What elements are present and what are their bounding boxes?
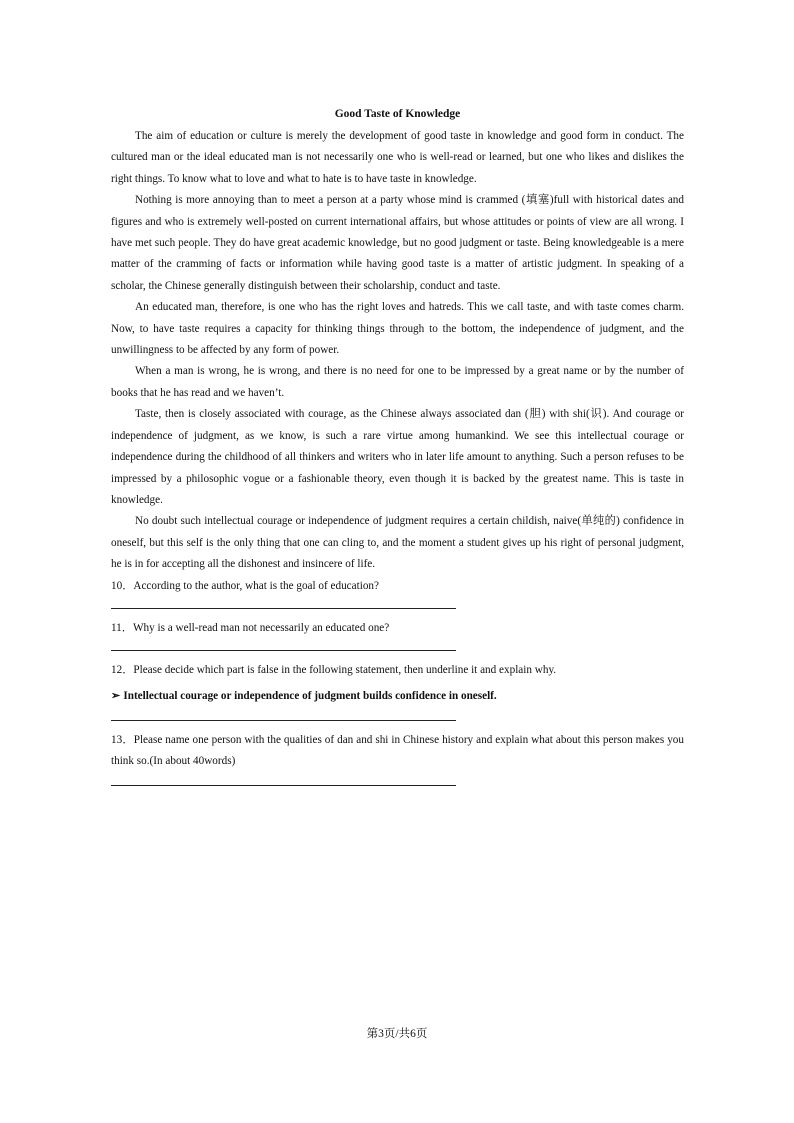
page-number: 第3页/共6页 <box>366 1028 428 1040</box>
document-page <box>111 105 684 786</box>
paragraph-5: Taste, then is closely associated with courage, as the Chinese always associated dan (胆) with shi(识). And courage or independence of judgment, as we know, is such a rare virtue among humankind. We see this intellectual courage or independence during the childhood of all thinkers and writers who in later life amount to anything. Such a person refuses to be impressed by a philosophic vogue or a fashionable theory, even though it is backed by the greatest name. This is taste in knowledge. <box>111 408 684 506</box>
question-10: 10．According to the author, what is the goal of education? <box>111 579 379 592</box>
question-12-statement <box>111 686 684 707</box>
paragraph-6: No doubt such intellectual courage or independence of judgment requires a certain childish, naive(单纯的) confidence in oneself, but this self is the only thing that one can cling to, and the moment a student gives up his right of personal judgment, he is in for accepting all the dishonest and insincere of life. <box>111 515 684 571</box>
answer-line-12[interactable] <box>111 720 456 721</box>
paragraph-1: The aim of education or culture is merely the development of good taste in knowledge and good form in conduct. The cultured man or the ideal educated man is not necessarily one who is well-read or learned, but one who likes and dislikes the right things. To know what to love and what to hate is to have taste in knowledge. <box>111 130 684 185</box>
question-12: 12．Please decide which part is false in the following statement, then underline it and explain why. <box>111 664 557 677</box>
question-11: 11．Why is a well-read man not necessarily an educated one? <box>111 621 390 634</box>
answer-line-11[interactable] <box>111 650 456 651</box>
statement-text: Intellectual courage or independence of judgment builds confidence in oneself. <box>123 689 497 702</box>
paragraph-4: When a man is wrong, he is wrong, and there is no need for one to be impressed by a great name or by the number of books that he has read and we haven’t. <box>111 365 684 399</box>
arrow-bullet-icon: ➢ <box>111 689 121 702</box>
question-13: 13．Please name one person with the qualities of dan and shi in Chinese history and explain what about this person makes you think so.(In about 40words) <box>111 733 684 768</box>
answer-line-13[interactable] <box>111 785 456 786</box>
passage-title: Good Taste of Knowledge <box>334 108 461 120</box>
answer-line-10[interactable] <box>111 608 456 609</box>
paragraph-2: Nothing is more annoying than to meet a person at a party whose mind is crammed (填塞)full with historical dates and figures and who is extremely well-posted on current international affairs, but whose attitudes or points of view are all wrong. I have met such people. They do have great academic knowledge, but no good judgment or taste. Being knowledgeable is a mere matter of the cramming of facts or information while having good taste is a matter of artistic judgment. In speaking of a scholar, the Chinese generally distinguish between their scholarship, conduct and taste. <box>111 194 684 292</box>
paragraph-3: An educated man, therefore, is one who has the right loves and hatreds. This we call taste, and with taste comes charm. Now, to have taste requires a capacity for thinking things through to the bottom, the independence of judgment, and the unwillingness to be affected by any form of power. <box>111 301 684 357</box>
